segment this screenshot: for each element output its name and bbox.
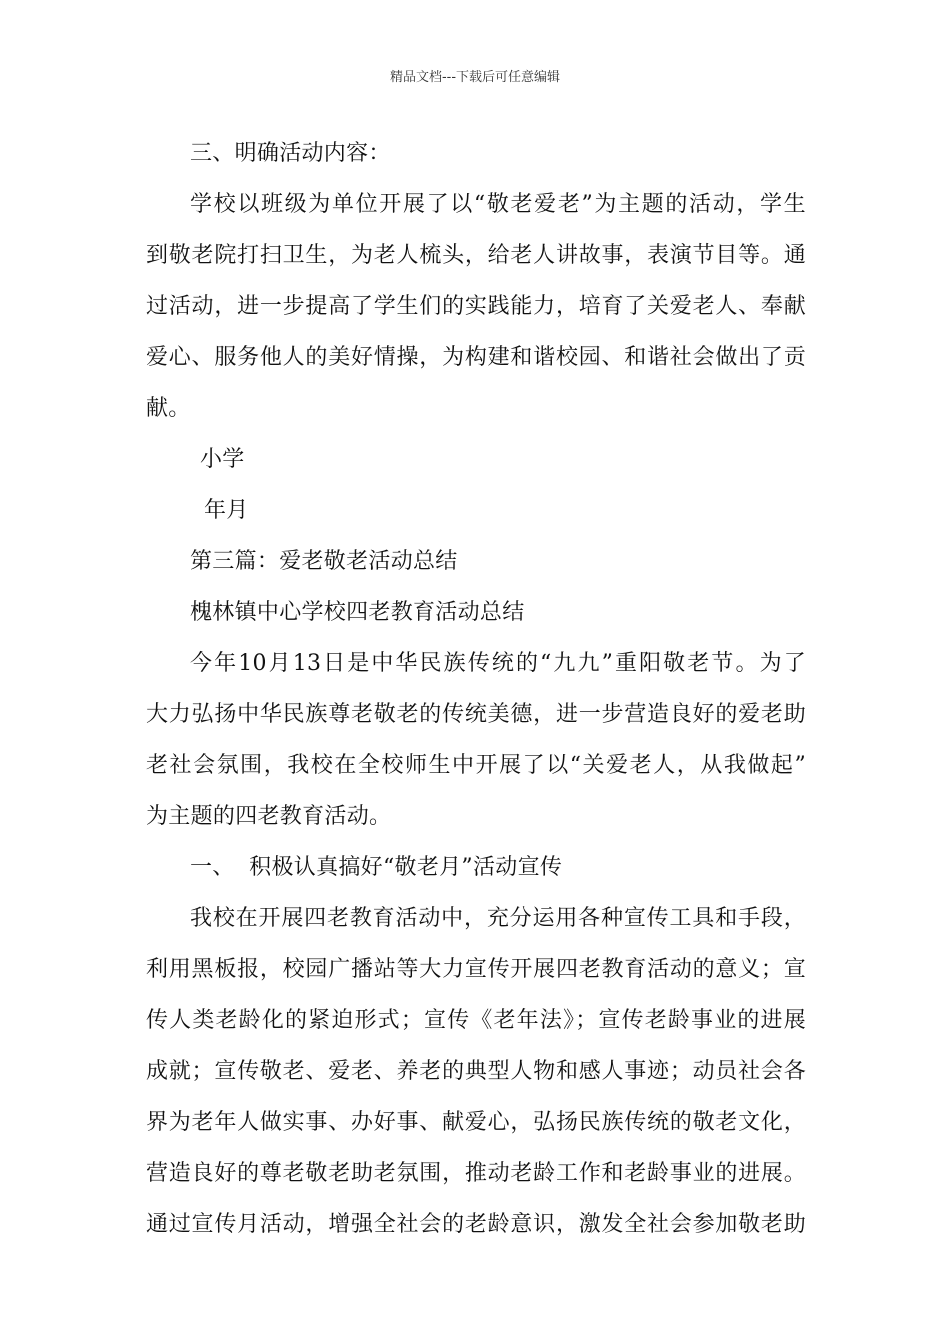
signature-date: 年月	[204, 498, 249, 523]
chapter-title: 第三篇：爱老敬老活动总结	[190, 549, 458, 574]
paragraph-line: 老社会氛围，我校在全校师生中开展了以“关爱老人，从我做起”	[146, 753, 806, 778]
paragraph-line: 营造良好的尊老敬老助老氛围，推动老龄工作和老龄事业的进展。	[146, 1161, 806, 1186]
paragraph-line: 大力弘扬中华民族尊老敬老的传统美德，进一步营造良好的爱老助	[146, 702, 806, 727]
section-heading: 三、明确活动内容：	[190, 141, 391, 166]
paragraph-line: 成就；宣传敬老、爱老、养老的典型人物和感人事迹；动员社会各	[146, 1059, 806, 1084]
signature-school: 小学	[200, 447, 245, 472]
paragraph-line: 学校以班级为单位开展了以“敬老爱老”为主题的活动，学生	[190, 192, 806, 217]
paragraph-line: 界为老年人做实事、办好事、献爱心，弘扬民族传统的敬老文化，	[146, 1110, 806, 1135]
paragraph-line: 为主题的四老教育活动。	[146, 804, 392, 829]
paragraph-line: 通过宣传月活动，增强全社会的老龄意识，激发全社会参加敬老助	[146, 1212, 806, 1237]
paragraph-line: 爱心、服务他人的美好情操，为构建和谐校园、和谐社会做出了贡	[146, 345, 806, 370]
paragraph-line: 过活动，进一步提高了学生们的实践能力，培育了关爱老人、奉献	[146, 294, 806, 319]
paragraph-line: 我校在开展四老教育活动中，充分运用各种宣传工具和手段，	[190, 906, 806, 931]
document-body	[146, 128, 806, 1250]
paragraph-line: 献。	[146, 396, 191, 421]
paragraph-line: 传人类老龄化的紧迫形式；宣传《老年法》；宣传老龄事业的进展	[146, 1008, 806, 1033]
document-title: 槐林镇中心学校四老教育活动总结	[190, 600, 525, 625]
paragraph-line: 到敬老院打扫卫生，为老人梳头，给老人讲故事，表演节目等。通	[146, 243, 806, 268]
page-header: 精品文档---下载后可任意编辑	[389, 70, 561, 85]
paragraph-line: 今年10月13日是中华民族传统的“九九”重阳敬老节。为了	[190, 651, 806, 676]
section-heading: 一、 积极认真搞好“敬老月”活动宣传	[190, 855, 563, 880]
paragraph-line: 利用黑板报，校园广播站等大力宣传开展四老教育活动的意义；宣	[146, 957, 806, 982]
